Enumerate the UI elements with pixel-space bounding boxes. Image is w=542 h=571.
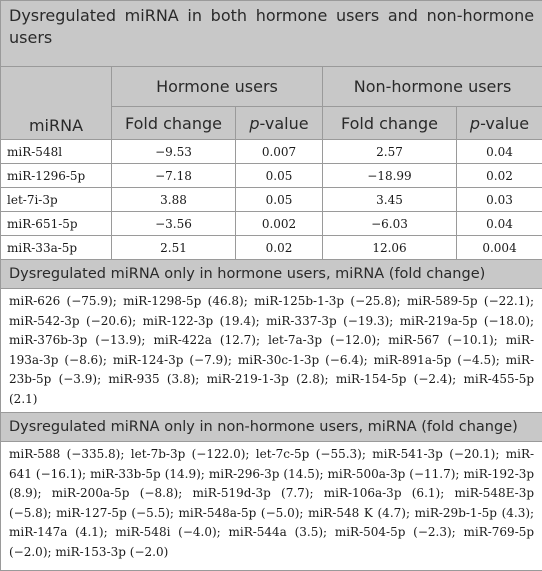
hormone-fold-change-cell: 2.51	[112, 236, 236, 260]
table-row	[1, 188, 542, 212]
mirna-name-cell: miR-548l	[1, 140, 112, 164]
p-value-suffix: -value	[480, 114, 529, 133]
hormone-p-value-cell: 0.002	[236, 212, 323, 236]
hormone-fold-change-cell: −3.56	[112, 212, 236, 236]
hormone-fold-change-cell: 3.88	[112, 188, 236, 212]
p-italic: p	[249, 114, 259, 133]
non-hormone-p-value-header	[457, 107, 542, 140]
mirna-name-cell: miR-33a-5p	[1, 236, 112, 260]
hormone-p-value-cell: 0.02	[236, 236, 323, 260]
hormone-users-header: Hormone users	[112, 67, 323, 107]
non-hormone-fold-change-cell: 12.06	[323, 236, 457, 260]
non-hormone-fold-change-cell: 3.45	[323, 188, 457, 212]
mirna-name-cell: miR-1296-5p	[1, 164, 112, 188]
hormone-p-value-cell: 0.007	[236, 140, 323, 164]
hormone-only-mirna-list: miR-626 (−75.9); miR-1298-5p (46.8); miR-125b-1-3p (−25.8); miR-589-5p (−22.1); miR-542-3p (−20.6); miR-122-3p (19.4); miR-337-3p (−19.3); miR-219a-5p (−18.0); miR-376b-3p (−13.9); miR-422a (12.7); let-7a-3p (−12.0); miR-567 (−10.1); miR-193a-3p (−8.6); miR-124-3p (−7.9); miR-30c-1-3p (−6.4); miR-891a-5p (−4.5); miR-23b-5p (−3.9); miR-935 (3.8); miR-219-1-3p (2.8); miR-154-5p (−2.4); miR-455-5p (2.1)	[1, 289, 542, 413]
mirna-column-header: miRNA	[1, 67, 112, 140]
non-hormone-fold-change-cell: −6.03	[323, 212, 457, 236]
non-hormone-fold-change-cell: 2.57	[323, 140, 457, 164]
mirna-name-cell: miR-651-5p	[1, 212, 112, 236]
non-hormone-fold-change-cell: −18.99	[323, 164, 457, 188]
table-row	[1, 140, 542, 164]
table-row	[1, 164, 542, 188]
table-row	[1, 212, 542, 236]
hormone-fold-change-cell: −7.18	[112, 164, 236, 188]
non-hormone-p-value-cell: 0.04	[457, 140, 542, 164]
hormone-p-value-cell: 0.05	[236, 188, 323, 212]
mirna-name-cell: let-7i-3p	[1, 188, 112, 212]
hormone-only-section-heading: Dysregulated miRNA only in hormone users, miRNA (fold change)	[1, 260, 542, 289]
hormone-fold-change-header: Fold change	[112, 107, 236, 140]
hormone-fold-change-cell: −9.53	[112, 140, 236, 164]
hormone-p-value-cell: 0.05	[236, 164, 323, 188]
table-title: Dysregulated miRNA in both hormone users and non-hormone users	[1, 1, 542, 67]
p-value-suffix: -value	[260, 114, 309, 133]
non-hormone-p-value-cell: 0.004	[457, 236, 542, 260]
non-hormone-fold-change-header: Fold change	[323, 107, 457, 140]
non-hormone-only-mirna-list: miR-588 (−335.8); let-7b-3p (−122.0); let-7c-5p (−55.3); miR-541-3p (−20.1); miR-641 (−16.1); miR-33b-5p (14.9); miR-296-3p (14.5); miR-500a-3p (−11.7); miR-192-3p (8.9); miR-200a-5p (−8.8); miR-519d-3p (7.7); miR-106a-3p (6.1); miR-548E-3p (−5.8); miR-127-5p (−5.5); miR-548a-5p (−5.0); miR-548 K (4.7); miR-29b-1-5p (4.3); miR-147a (4.1); miR-548i (−4.0); miR-544a (3.5); miR-504-5p (−2.3); miR-769-5p (−2.0); miR-153-3p (−2.0)	[1, 442, 542, 571]
non-hormone-p-value-cell: 0.04	[457, 212, 542, 236]
non-hormone-only-section-heading: Dysregulated miRNA only in non-hormone users, miRNA (fold change)	[1, 413, 542, 442]
non-hormone-users-header: Non-hormone users	[323, 67, 542, 107]
table-row	[1, 236, 542, 260]
hormone-p-value-header	[236, 107, 323, 140]
p-italic: p	[470, 114, 480, 133]
non-hormone-p-value-cell: 0.03	[457, 188, 542, 212]
non-hormone-p-value-cell: 0.02	[457, 164, 542, 188]
